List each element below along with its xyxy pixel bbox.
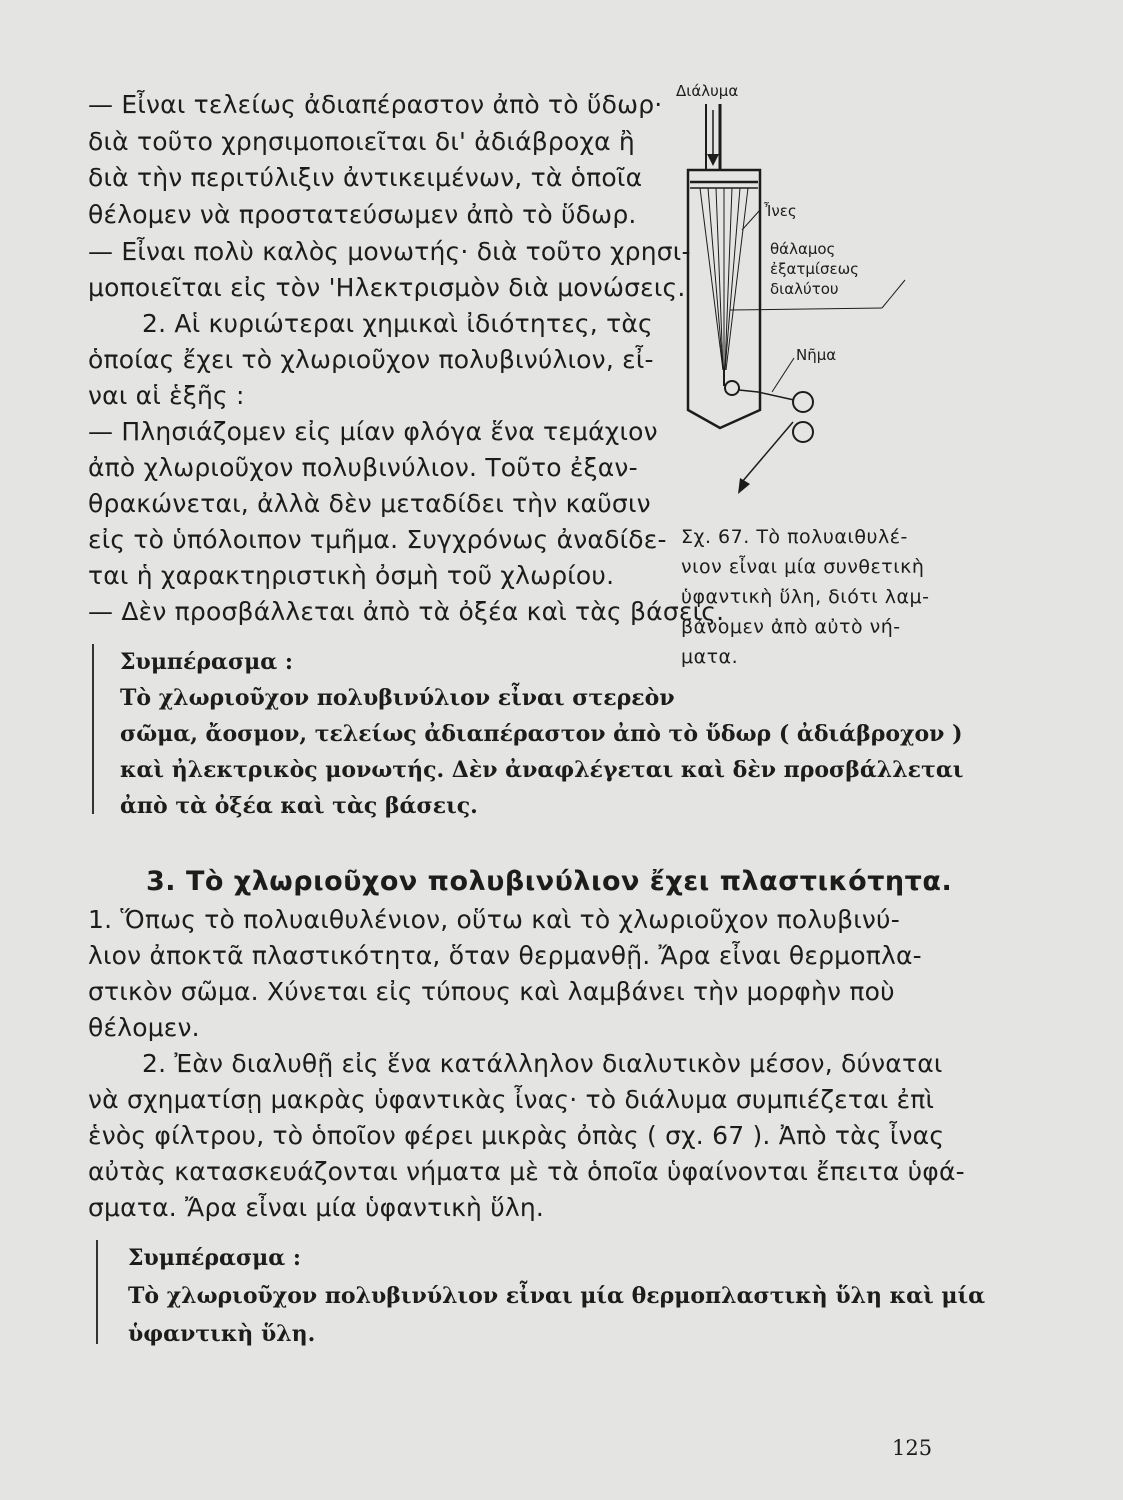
- label-fibers: Ἶνες: [764, 202, 797, 220]
- text-line: διὰ τὴν περιτύλιξιν ἀντικειμένων, τὰ ὁποῖα: [88, 163, 643, 192]
- outer-roller-bottom: [793, 422, 813, 442]
- text-line: 1. Ὅπως τὸ πολυαιθυλένιον, οὕτω καὶ τὸ χλωριοῦχον πολυβινύ-: [88, 905, 900, 934]
- text-line: — Δὲν προσβάλλεται ἀπὸ τὰ ὀξέα καὶ τὰς βάσεις.: [88, 597, 725, 626]
- text-line: θρακώνεται, ἀλλὰ δὲν μεταδίδει τὴν καῦσιν: [88, 489, 651, 518]
- label-chamber-3: διαλύτου: [770, 280, 839, 298]
- spinning-diagram: [660, 70, 940, 510]
- caption-line: νιον εἶναι μία συνθετικὴ: [681, 556, 925, 578]
- text-line: εἰς τὸ ὑπόλοιπον τμῆμα. Συγχρόνως ἀναδίδε-: [88, 525, 667, 554]
- conclusion-1-line: σῶμα, ἄοσμον, τελείως ἀδιαπέραστον ἀπὸ τὸ ὕδωρ ( ἀδιάβροχον ): [120, 721, 963, 747]
- conclusion-2-line: Τὸ χλωριοῦχον πολυβινύλιον εἶναι μία θερμοπλαστικὴ ὕλη καὶ μία: [128, 1283, 986, 1309]
- text-line: — Εἶναι τελείως ἀδιαπέραστον ἀπὸ τὸ ὕδωρ·: [88, 90, 663, 119]
- caption-line: ματα.: [681, 646, 739, 668]
- text-line: αὐτὰς κατασκευάζονται νήματα μὲ τὰ ὁποῖα ὑφαίνονται ἔπειτα ὑφά-: [88, 1157, 965, 1186]
- caption-line: ὑφαντικὴ ὕλη, διότι λαμ-: [681, 586, 930, 608]
- conclusion-1-bar: [92, 644, 94, 814]
- text-line: — Πλησιάζομεν εἰς μίαν φλόγα ἕνα τεμάχιον: [88, 417, 658, 446]
- thread-out: [742, 422, 793, 482]
- label-chamber-1: θάλαμος: [770, 240, 836, 258]
- label-thread: Νῆμα: [796, 346, 837, 364]
- conclusion-2-line: ὑφαντικὴ ὕλη.: [128, 1321, 316, 1347]
- text-line: θέλομεν.: [88, 1013, 200, 1042]
- figure-67: [660, 70, 940, 510]
- conclusion-2-heading: Συμπέρασμα :: [128, 1245, 301, 1271]
- section-3-title: 3. Τὸ χλωριοῦχον πολυβινύλιον ἔχει πλαστικότητα.: [146, 866, 953, 897]
- caption-line: Σχ. 67. Τὸ πολυαιθυλέ-: [681, 526, 908, 548]
- text-line: ναι αἱ ἑξῆς :: [88, 381, 245, 410]
- text-line: — Εἶναι πολὺ καλὸς μονωτής· διὰ τοῦτο χρησι-: [88, 237, 691, 266]
- text-line: ἑνὸς φίλτρου, τὸ ὁποῖον φέρει μικρὰς ὀπὰς ( σχ. 67 ). Ἀπὸ τὰς ἶνας: [88, 1121, 945, 1150]
- text-line: στικὸν σῶμα. Χύνεται εἰς τύπους καὶ λαμβάνει τὴν μορφὴν ποὺ: [88, 977, 895, 1006]
- label-chamber-2: ἐξατμίσεως: [770, 260, 859, 278]
- text-line: μοποιεῖται εἰς τὸν 'Ηλεκτρισμὸν διὰ μονώσεις.: [88, 273, 686, 302]
- text-line: διὰ τοῦτο χρησιμοποιεῖται δι' ἀδιάβροχα ἢ: [88, 127, 635, 156]
- text-line: θέλομεν νὰ προστατεύσωμεν ἀπὸ τὸ ὕδωρ.: [88, 200, 637, 229]
- text-line: ὁποίας ἔχει τὸ χλωριοῦχον πολυβινύλιον, εἶ-: [88, 345, 654, 374]
- conclusion-2-bar: [96, 1240, 98, 1344]
- fibers: [700, 188, 748, 370]
- label-solution: Διάλυμα: [676, 82, 739, 100]
- outer-roller-top: [793, 392, 813, 412]
- page-number: 125: [892, 1436, 933, 1460]
- conclusion-1-heading: Συμπέρασμα :: [120, 649, 293, 675]
- conclusion-1-line: ἀπὸ τὰ ὀξέα καὶ τὰς βάσεις.: [120, 793, 478, 819]
- inlet-arrow-head: [707, 154, 719, 166]
- text-line: 2. Ἐὰν διαλυθῇ εἰς ἕνα κατάλληλον διαλυτικὸν μέσον, δύναται: [142, 1049, 943, 1078]
- leader-chamber: [730, 308, 882, 310]
- text-line: ἀπὸ χλωριοῦχον πολυβινύλιον. Τοῦτο ἐξαν-: [88, 453, 638, 482]
- text-line: λιον ἀποκτᾶ πλαστικότητα, ὅταν θερμανθῇ. Ἄρα εἶναι θερμοπλα-: [88, 941, 922, 970]
- caption-line: βάνομεν ἀπὸ αὐτὸ νή-: [681, 616, 901, 638]
- text-line: σματα. Ἄρα εἶναι μία ὑφαντικὴ ὕλη.: [88, 1193, 545, 1222]
- leader-chamber-diag: [882, 280, 905, 308]
- leader-thread: [772, 358, 794, 392]
- conclusion-1-line: καὶ ἠλεκτρικὸς μονωτής. Δὲν ἀναφλέγεται καὶ δὲν προσβάλλεται: [120, 757, 964, 783]
- inner-roller: [725, 381, 739, 395]
- text-line: ται ἡ χαρακτηριστικὴ ὀσμὴ τοῦ χλωρίου.: [88, 561, 615, 590]
- text-line: νὰ σχηματίσῃ μακρὰς ὑφαντικὰς ἶνας· τὸ διάλυμα συμπιέζεται ἐπὶ: [88, 1085, 935, 1114]
- conclusion-1-line: Τὸ χλωριοῦχον πολυβινύλιον εἶναι στερεὸν: [120, 685, 675, 711]
- text-line: 2. Αἱ κυριώτεραι χημικαὶ ἰδιότητες, τὰς: [142, 309, 653, 338]
- thread-exit: [739, 390, 794, 400]
